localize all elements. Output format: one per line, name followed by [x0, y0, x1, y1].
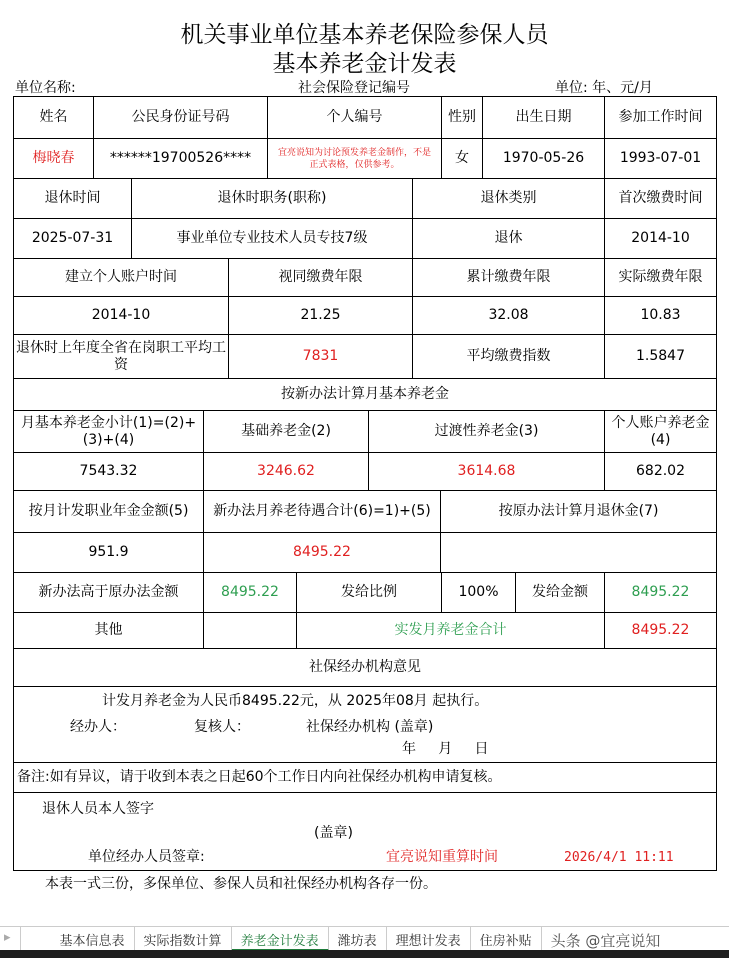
cell-r5-3[interactable]: 实际缴费年限 [604, 258, 717, 297]
cell-r12-2[interactable] [440, 532, 717, 573]
handler-label: 经办人： [70, 719, 126, 735]
cell-r4-0[interactable]: 2025-07-31 [13, 218, 132, 259]
cell-r4-1[interactable]: 事业单位专业技术人员专技7级 [131, 218, 413, 259]
cell-r2-2[interactable]: 宜亮说知为讨论预发养老金制作，不是正式表格，仅供参考。 [267, 138, 442, 179]
cell-r10-0[interactable]: 7543.32 [13, 452, 204, 491]
recalc-time: 2026/4/1 11:11 [564, 850, 674, 865]
cell-r10-3[interactable]: 682.02 [604, 452, 717, 491]
cell-r14-1[interactable] [203, 612, 297, 649]
cell-r14-3[interactable]: 8495.22 [604, 612, 717, 649]
agency-seal-label: 社保经办机构 (盖章) [306, 719, 434, 735]
tab-pension[interactable]: 养老金计发表 [232, 927, 329, 951]
unit-sign-label: 单位经办人员签章: [88, 849, 205, 865]
cell-r13-1[interactable]: 8495.22 [203, 572, 297, 613]
cell-r15-0[interactable]: 社保经办机构意见 [13, 648, 717, 687]
cell-r13-5[interactable]: 8495.22 [604, 572, 717, 613]
cell-r9-0[interactable]: 月基本养老金小计(1)=(2)+(3)+(4) [13, 410, 204, 453]
watermark: 头条 @宜亮说知 [550, 932, 661, 950]
reviewer-label: 复核人： [194, 719, 250, 735]
execution-text: 计发月养老金为人民币8495.22元，从 2025年08月 起执行。 [102, 693, 489, 709]
title-line2: 基本养老金计发表 [272, 51, 457, 77]
cell-r14-0[interactable]: 其他 [13, 612, 204, 649]
cell-r11-1[interactable]: 新办法月养老待遇合计(6)=1)+(5) [203, 490, 441, 533]
cell-r7-3[interactable]: 1.5847 [604, 334, 717, 379]
cell-r9-1[interactable]: 基础养老金(2) [203, 410, 369, 453]
tab-index-calc[interactable]: 实际指数计算 [135, 927, 232, 951]
cell-r7-0[interactable]: 退休时上年度全省在岗职工平均工资 [13, 334, 229, 379]
title-line1: 机关事业单位基本养老保险参保人员 [180, 22, 549, 48]
tab-housing[interactable]: 住房补贴 [471, 927, 542, 951]
sheet-tabs [0, 926, 729, 951]
cell-r2-0[interactable]: 梅晓春 [13, 138, 94, 179]
cell-r13-4[interactable]: 发给金额 [515, 572, 605, 613]
cell-r9-2[interactable]: 过渡性养老金(3) [368, 410, 605, 453]
footer-note: 本表一式三份，多保单位、参保人员和社保经办机构各存一份。 [45, 876, 437, 892]
cell-r18-0[interactable] [13, 792, 717, 871]
cell-r4-3[interactable]: 2014-10 [604, 218, 717, 259]
cell-r5-1[interactable]: 视同缴费年限 [228, 258, 413, 297]
cell-r8-0[interactable]: 按新办法计算月基本养老金 [13, 378, 717, 411]
cell-r13-3[interactable]: 100% [441, 572, 516, 613]
cell-r10-2[interactable]: 3614.68 [368, 452, 605, 491]
cell-r13-2[interactable]: 发给比例 [296, 572, 442, 613]
cell-r7-1[interactable]: 7831 [228, 334, 413, 379]
cell-r1-4[interactable]: 出生日期 [482, 96, 605, 139]
cell-r5-0[interactable]: 建立个人账户时间 [13, 258, 229, 297]
cell-r14-2[interactable]: 实发月养老金合计 [296, 612, 605, 649]
cell-r6-0[interactable]: 2014-10 [13, 296, 229, 335]
cell-r12-1[interactable]: 8495.22 [203, 532, 441, 573]
tab-weifang[interactable]: 潍坊表 [329, 927, 387, 951]
cell-r1-5[interactable]: 参加工作时间 [604, 96, 717, 139]
cell-r9-3[interactable]: 个人账户养老金(4) [604, 410, 717, 453]
reg-no-label: 社会保险登记编号 [298, 80, 410, 96]
cell-r11-2[interactable]: 按原办法计算月退休金(7) [440, 490, 717, 533]
seal-label: (盖章) [314, 825, 353, 841]
cell-r2-1[interactable]: ******19700526**** [93, 138, 268, 179]
tab-ideal[interactable]: 理想计发表 [387, 927, 471, 951]
cell-r12-0[interactable]: 951.9 [13, 532, 204, 573]
cell-r4-2[interactable]: 退休 [412, 218, 605, 259]
cell-r2-3[interactable]: 女 [441, 138, 483, 179]
cell-r1-2[interactable]: 个人编号 [267, 96, 442, 139]
retiree-sign-label: 退休人员本人签字 [42, 801, 154, 817]
cell-r13-0[interactable]: 新办法高于原办法金额 [13, 572, 204, 613]
status-bar [0, 950, 729, 958]
cell-r5-2[interactable]: 累计缴费年限 [412, 258, 605, 297]
cell-r3-1[interactable]: 退休时职务(职称) [131, 178, 413, 219]
scroll-tabs-icon[interactable]: ▸ [0, 927, 21, 951]
cell-r2-5[interactable]: 1993-07-01 [604, 138, 717, 179]
recalc-note: 宜亮说知重算时间 [386, 849, 498, 865]
unit-name-label: 单位名称: [15, 80, 76, 96]
unit-label: 单位: 年、元/月 [555, 80, 653, 96]
cell-r17-0[interactable]: 备注:如有异议，请于收到本表之日起60个工作日内向社保经办机构申请复核。 [13, 762, 717, 793]
cell-r6-3[interactable]: 10.83 [604, 296, 717, 335]
cell-r1-3[interactable]: 性别 [441, 96, 483, 139]
cell-r1-0[interactable]: 姓名 [13, 96, 94, 139]
cell-r16-0[interactable] [13, 686, 717, 763]
cell-r10-1[interactable]: 3246.62 [203, 452, 369, 491]
cell-r2-4[interactable]: 1970-05-26 [482, 138, 605, 179]
tab-basic-info[interactable]: 基本信息表 [51, 927, 135, 951]
cell-r3-3[interactable]: 首次缴费时间 [604, 178, 717, 219]
cell-r11-0[interactable]: 按月计发职业年金金额(5) [13, 490, 204, 533]
cell-r7-2[interactable]: 平均缴费指数 [412, 334, 605, 379]
cell-r3-2[interactable]: 退休类别 [412, 178, 605, 219]
cell-r1-1[interactable]: 公民身份证号码 [93, 96, 268, 139]
cell-r6-1[interactable]: 21.25 [228, 296, 413, 335]
date-label: 年 月 日 [402, 741, 489, 757]
cell-r3-0[interactable]: 退休时间 [13, 178, 132, 219]
cell-r6-2[interactable]: 32.08 [412, 296, 605, 335]
